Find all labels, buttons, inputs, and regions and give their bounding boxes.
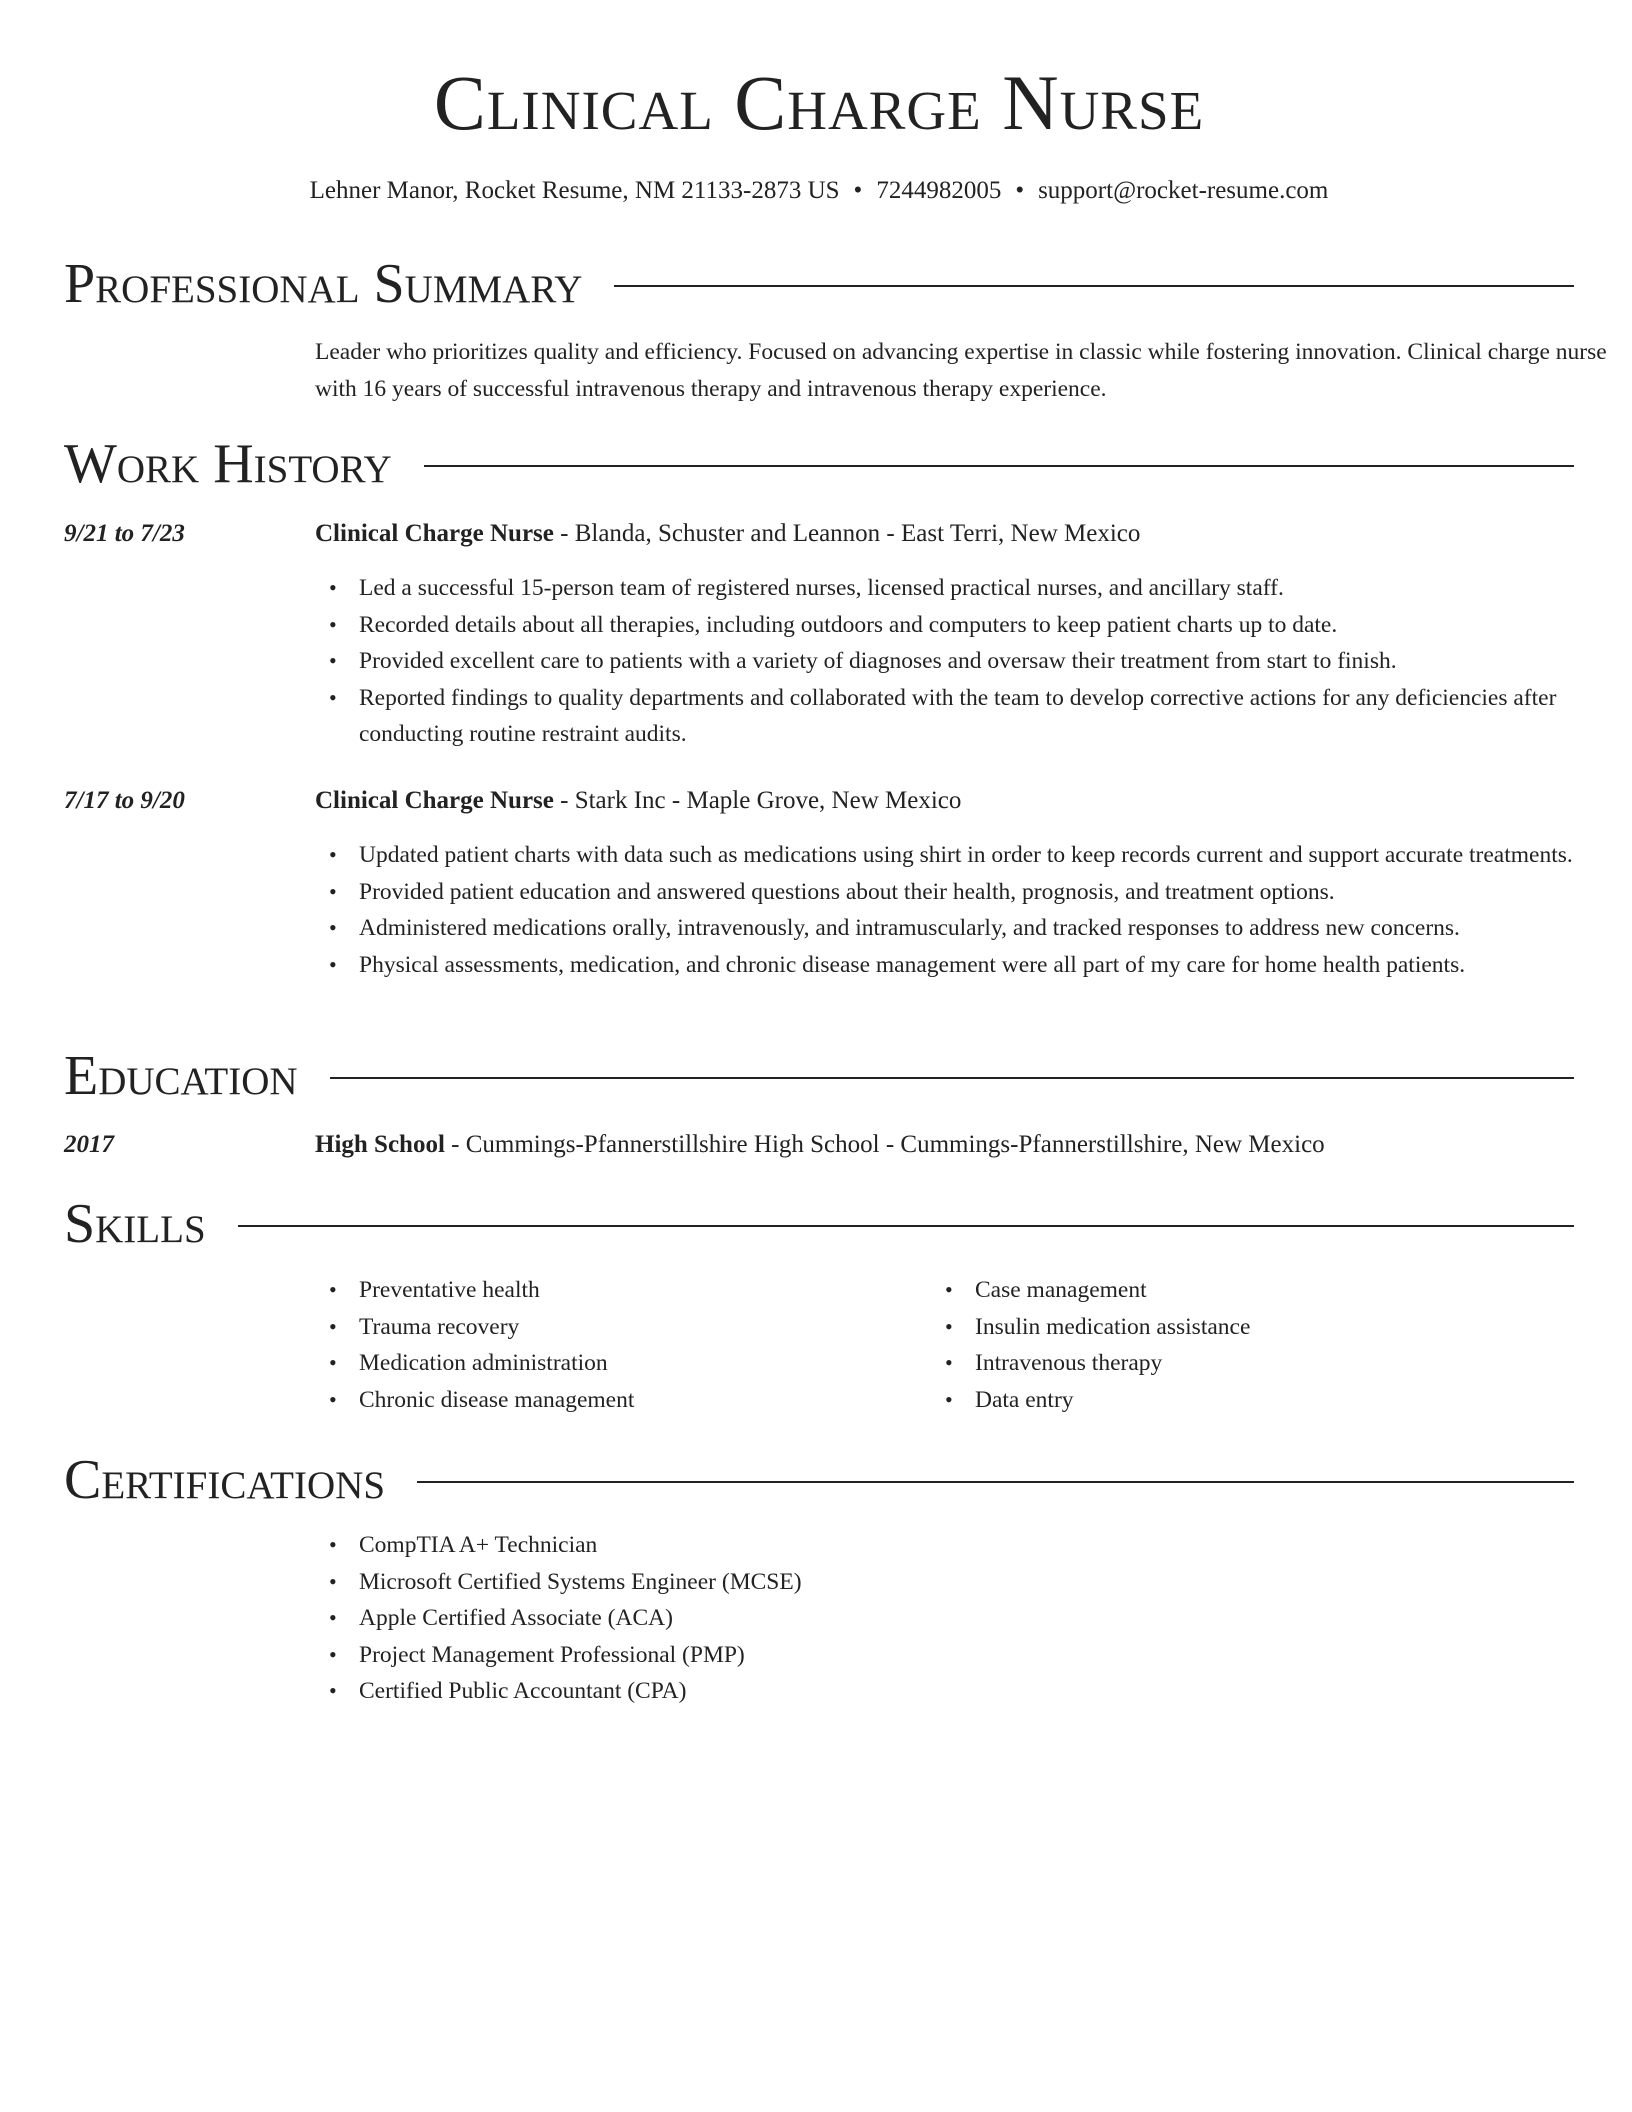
list-item: • Reported findings to quality departments and collaborated with the team to develop corrective actions for any deficiencies after conducting routine restraint audits. (359, 680, 1619, 753)
contact-line (64, 174, 1574, 208)
section-divider (424, 465, 1574, 467)
certification-item: • Project Management Professional (PMP) (359, 1637, 1619, 1674)
section-title: Certifications (64, 1449, 386, 1511)
education-section-header (64, 1044, 1574, 1108)
certification-item: • Apple Certified Associate (ACA) (359, 1600, 1619, 1637)
list-item: • Administered medications orally, intravenously, and intramuscularly, and tracked responses to address new concerns. (359, 910, 1619, 947)
skill-item: • Data entry (975, 1382, 1535, 1419)
education-year: 2017 (64, 1131, 114, 1158)
list-item: • Recorded details about all therapies, including outdoors and computers to keep patient charts up to date. (359, 607, 1619, 644)
skill-item: • Intravenous therapy (975, 1345, 1535, 1382)
job-dates: 9/21 to 7/23 (64, 520, 185, 547)
skill-item: • Preventative health (359, 1272, 919, 1309)
job-employer: - Stark Inc - Maple Grove, New Mexico (553, 787, 962, 814)
section-title: Work History (64, 433, 392, 495)
list-item: • Physical assessments, medication, and chronic disease management were all part of my care for home health patients. (359, 947, 1619, 984)
contact-separator: • (1015, 177, 1025, 204)
list-item: • Led a successful 15-person team of registered nurses, licensed practical nurses, and ancillary staff. (359, 570, 1619, 607)
job-bullets (315, 570, 1619, 753)
candidate-name: Clinical Charge Nurse (433, 59, 1205, 146)
certification-item: • Certified Public Accountant (CPA) (359, 1673, 1619, 1710)
skill-item: • Chronic disease management (359, 1382, 919, 1419)
certification-item: • Microsoft Certified Systems Engineer (MCSE) (359, 1564, 1619, 1601)
skills-list-left (315, 1272, 919, 1418)
list-item: • Provided patient education and answered questions about their health, prognosis, and treatment options. (359, 874, 1619, 911)
section-title: Education (64, 1045, 298, 1107)
skill-item: • Trauma recovery (359, 1309, 919, 1346)
job-heading (315, 516, 1575, 552)
skill-item: • Medication administration (359, 1345, 919, 1382)
list-item: • Updated patient charts with data such as medications using shirt in order to keep records current and support accurate treatments. (359, 837, 1619, 874)
contact-email: support@rocket-resume.com (1038, 177, 1329, 204)
section-title: Professional Summary (64, 253, 583, 315)
section-divider (238, 1225, 1574, 1227)
skills-section-header (64, 1192, 1574, 1256)
job-employer: - Blanda, Schuster and Leannon - East Terri, New Mexico (553, 520, 1141, 547)
contact-address: Lehner Manor, Rocket Resume, NM 21133-2873 US (309, 177, 840, 204)
job-bullets (315, 837, 1619, 983)
contact-phone: 7244982005 (876, 177, 1002, 204)
certifications-section-header (64, 1448, 1574, 1512)
summary-section-header (64, 252, 1574, 316)
certification-item: • CompTIA A+ Technician (359, 1527, 1619, 1564)
job-title: Clinical Charge Nurse (315, 787, 554, 814)
section-divider (330, 1077, 1574, 1079)
education-school: - Cummings-Pfannerstillshire High School - Cummings-Pfannerstillshire, New Mexico (444, 1131, 1325, 1158)
list-item: • Provided excellent care to patients with a variety of diagnoses and oversaw their treatment from start to finish. (359, 643, 1619, 680)
job-title: Clinical Charge Nurse (315, 520, 554, 547)
certifications-list (315, 1527, 1619, 1710)
job-heading (315, 783, 1575, 819)
skills-list-right (931, 1272, 1535, 1418)
skill-item: • Case management (975, 1272, 1535, 1309)
education-heading (315, 1127, 1575, 1163)
section-title: Skills (64, 1193, 206, 1255)
section-divider (417, 1481, 1574, 1483)
job-dates: 7/17 to 9/20 (64, 787, 185, 814)
contact-separator: • (853, 177, 863, 204)
section-divider (614, 285, 1574, 287)
summary-text: Leader who prioritizes quality and efficiency. Focused on advancing expertise in classic while fostering innovation. Clinical charge nurse with 16 years of successful intravenous therapy and intravenous therapy experience. (315, 339, 1607, 402)
skill-item: • Insulin medication assistance (975, 1309, 1535, 1346)
education-degree: High School (315, 1131, 445, 1158)
work-section-header (64, 432, 1574, 496)
